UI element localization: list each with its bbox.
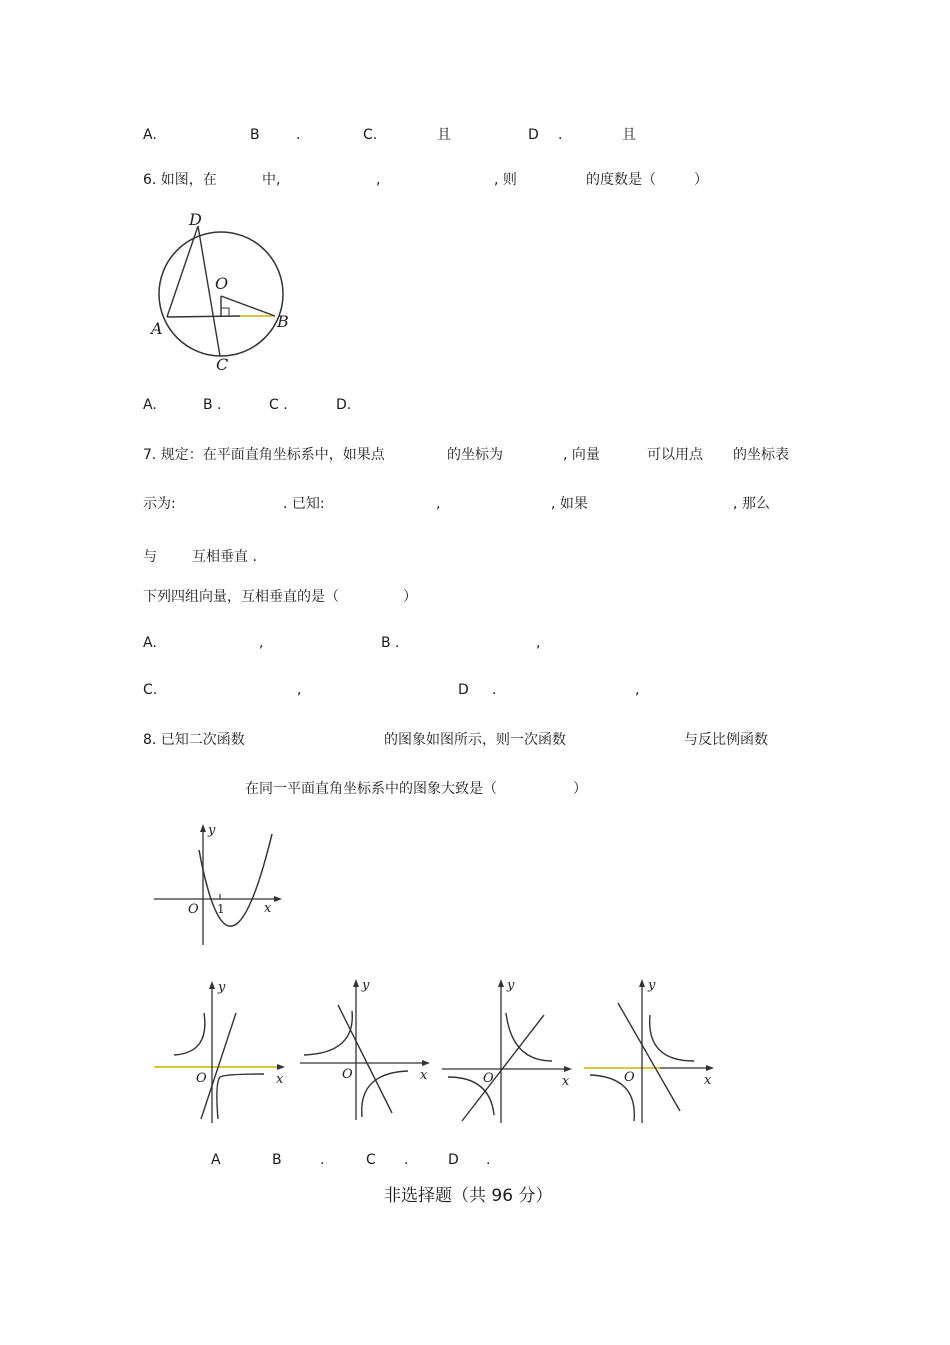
q7-option-d-dot: . bbox=[492, 682, 497, 698]
q7-line3-part1: 与 bbox=[143, 549, 157, 565]
q8-paren-close: ） bbox=[573, 781, 587, 797]
q6-label-d: D bbox=[189, 210, 202, 229]
q7-line1-part5: 的坐标表 bbox=[733, 447, 789, 463]
q6-comma: , bbox=[376, 172, 381, 188]
q7-option-a-comma: , bbox=[259, 635, 264, 651]
q5-option-d-dot: . bbox=[558, 127, 563, 143]
q8-graph-d-label-x: x bbox=[704, 1073, 712, 1088]
q8-graph-c-label-o: O bbox=[483, 1071, 494, 1086]
q8-graph-a-label-x: x bbox=[276, 1072, 284, 1087]
q8-parabola-label-x: x bbox=[264, 901, 272, 916]
q6-label-b: B bbox=[277, 312, 289, 331]
q8-graph-a-label-o: O bbox=[196, 1071, 207, 1086]
q8-graph-c bbox=[438, 975, 578, 1125]
q7-paren-close: ） bbox=[403, 589, 417, 605]
q7-option-b-comma: , bbox=[536, 635, 541, 651]
q8-option-b-dot: . bbox=[320, 1152, 325, 1168]
q8-graph-a bbox=[152, 975, 292, 1125]
q8-graph-b bbox=[296, 975, 436, 1125]
q8-parabola-label-y: y bbox=[208, 823, 216, 838]
q6-option-c: C . bbox=[269, 397, 288, 413]
q8-option-c-dot: . bbox=[404, 1152, 409, 1168]
q8-stem-line2: 在同一平面直角坐标系中的图象大致是（ bbox=[245, 781, 497, 797]
q7-line1-part2: 的坐标为 bbox=[447, 447, 503, 463]
q8-graph-c-label-x: x bbox=[562, 1074, 570, 1089]
q8-option-c: C bbox=[366, 1152, 376, 1168]
q8-stem-part3: 与反比例函数 bbox=[684, 732, 768, 748]
q6-option-b: B . bbox=[203, 397, 222, 413]
q6-stem-part4: 的度数是（ bbox=[586, 172, 656, 188]
q8-graph-b-label-o: O bbox=[342, 1067, 353, 1082]
q8-graph-d bbox=[580, 975, 725, 1125]
q6-stem-part2: 中, bbox=[262, 172, 281, 188]
q7-line2-comma: , bbox=[436, 496, 441, 512]
q6-option-a: A. bbox=[143, 397, 157, 413]
q8-parabola-label-o: O bbox=[188, 902, 199, 917]
q8-option-a: A bbox=[211, 1152, 221, 1168]
q5-option-a: A. bbox=[143, 127, 157, 143]
q6-option-d: D. bbox=[336, 397, 352, 413]
q5-option-d: D bbox=[528, 127, 539, 143]
q5-option-c-text: 且 bbox=[437, 127, 451, 143]
q7-line2-part1: 示为: bbox=[143, 496, 176, 512]
q6-stem-part1: 6. 如图，在 bbox=[143, 172, 217, 188]
q8-graph-c-label-y: y bbox=[507, 978, 515, 993]
q8-option-d: D bbox=[448, 1152, 459, 1168]
section-title: 非选择题（共 96 分） bbox=[384, 1186, 553, 1206]
q8-stem-part1: 8. 已知二次函数 bbox=[143, 732, 245, 748]
q8-stem-part2: 的图象如图所示，则一次函数 bbox=[384, 732, 566, 748]
q8-graph-b-label-x: x bbox=[420, 1068, 428, 1083]
q7-line2-part4: , 那么 bbox=[733, 496, 770, 512]
q6-label-a: A bbox=[151, 319, 163, 338]
q7-question: 下列四组向量，互相垂直的是（ bbox=[143, 589, 339, 605]
q6-stem-part3: , 则 bbox=[494, 172, 517, 188]
q8-graph-d-label-o: O bbox=[624, 1070, 635, 1085]
q5-option-b: B bbox=[250, 127, 260, 143]
q8-graph-a-label-y: y bbox=[218, 980, 226, 995]
q8-parabola-figure bbox=[152, 820, 292, 950]
q7-option-c: C. bbox=[143, 682, 158, 698]
q7-line2-part2: . 已知: bbox=[283, 496, 325, 512]
q7-option-d: D bbox=[458, 682, 469, 698]
q7-line1-part3: , 向量 bbox=[563, 447, 600, 463]
q7-line3-part2: 互相垂直 . bbox=[192, 549, 257, 565]
q7-line2-part3: , 如果 bbox=[551, 496, 588, 512]
q6-paren-close: ） bbox=[694, 172, 708, 188]
q7-option-a: A. bbox=[143, 635, 157, 651]
q7-option-d-comma: , bbox=[635, 682, 640, 698]
q5-option-c: C. bbox=[363, 127, 378, 143]
q8-graph-d-label-y: y bbox=[648, 978, 656, 993]
q8-graph-b-label-y: y bbox=[362, 978, 370, 993]
q8-option-b: B bbox=[272, 1152, 282, 1168]
q5-option-d-text: 且 bbox=[622, 127, 636, 143]
q6-circle-figure bbox=[145, 208, 305, 378]
q5-option-b-dot: . bbox=[296, 127, 301, 143]
q6-label-c: C bbox=[216, 355, 229, 374]
q8-option-d-dot: . bbox=[486, 1152, 491, 1168]
q7-option-b: B . bbox=[381, 635, 400, 651]
q7-option-c-comma: , bbox=[297, 682, 302, 698]
q8-parabola-label-1: 1 bbox=[217, 902, 225, 916]
q7-line1-part1: 7. 规定：在平面直角坐标系中，如果点 bbox=[143, 447, 385, 463]
q6-label-o: O bbox=[215, 274, 229, 293]
q7-line1-part4: 可以用点 bbox=[647, 447, 703, 463]
